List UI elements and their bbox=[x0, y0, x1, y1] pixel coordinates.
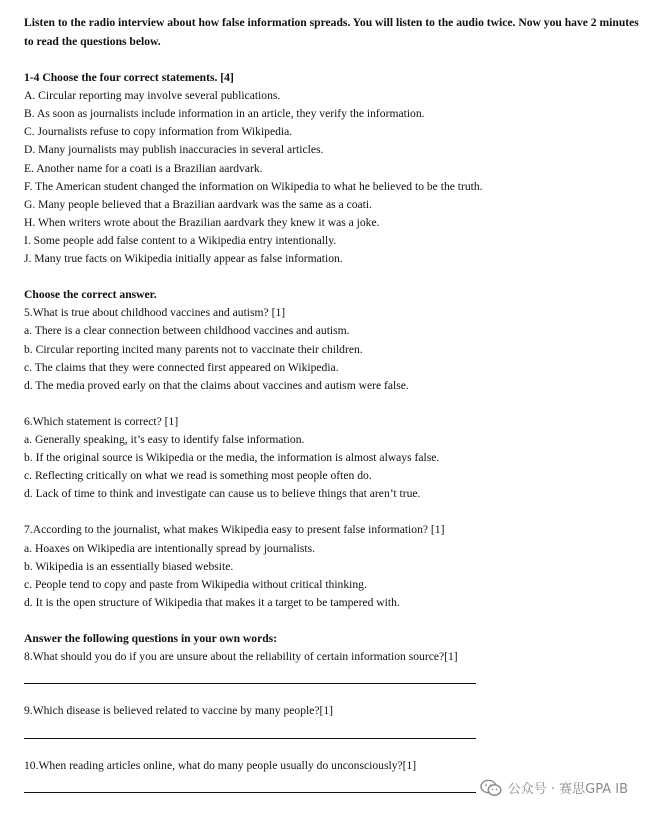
q6-option-b: b. If the original source is Wikipedia or the media, the information is almost always false. bbox=[24, 451, 440, 465]
q9-answer-line[interactable] bbox=[24, 720, 476, 738]
q8-answer-line[interactable] bbox=[24, 666, 476, 684]
q7-option-c: c. People tend to copy and paste from Wikipedia without critical thinking. bbox=[24, 577, 367, 591]
statement-g: G. Many people believed that a Brazilian aardvark was the same as a coati. bbox=[24, 197, 372, 211]
q8-question: 8.What should you do if you are unsure about the reliability of certain information source?[1] bbox=[24, 650, 458, 664]
statement-e: E. Another name for a coati is a Brazilian aardvark. bbox=[24, 161, 263, 175]
q10-answer-line[interactable] bbox=[24, 775, 476, 793]
statement-a: A. Circular reporting may involve several publications. bbox=[24, 89, 281, 103]
q5-option-c: c. The claims that they were connected first appeared on Wikipedia. bbox=[24, 360, 339, 374]
statement-c: C. Journalists refuse to copy information from Wikipedia. bbox=[24, 125, 293, 139]
section1-heading: 1-4 Choose the four correct statements. [4] bbox=[24, 71, 234, 85]
watermark bbox=[477, 777, 631, 798]
section3-heading: Answer the following questions in your own words: bbox=[24, 632, 278, 645]
statement-h: H. When writers wrote about the Brazilian aardvark they knew it was a joke. bbox=[24, 215, 380, 229]
statement-d: D. Many journalists may publish inaccuracies in several articles. bbox=[24, 143, 324, 157]
q5-option-d: d. The media proved early on that the claims about vaccines and autism were false. bbox=[24, 378, 409, 392]
section2-heading: Choose the correct answer. bbox=[24, 288, 157, 302]
q5-question: 5.What is true about childhood vaccines and autism? [1] bbox=[24, 306, 286, 320]
q5-option-a: a. There is a clear connection between childhood vaccines and autism. bbox=[24, 324, 350, 338]
statement-i: I. Some people add false content to a Wikipedia entry intentionally. bbox=[24, 233, 337, 247]
q6-question: 6.Which statement is correct? [1] bbox=[24, 414, 179, 428]
watermark-text: 公众号 · 赛思GPA IB bbox=[507, 782, 628, 797]
wechat-icon bbox=[480, 779, 502, 797]
instructions: Listen to the radio interview about how false information spreads. You will listen to the audio twice. Now you have 2 minutes to read the questions below. bbox=[24, 16, 639, 48]
worksheet-page bbox=[24, 14, 640, 793]
statement-j: J. Many true facts on Wikipedia initially appear as false information. bbox=[24, 252, 343, 266]
q9-question: 9.Which disease is believed related to vaccine by many people?[1] bbox=[24, 704, 334, 718]
q7-option-a: a. Hoaxes on Wikipedia are intentionally spread by journalists. bbox=[24, 541, 316, 555]
statement-b: B. As soon as journalists include information in an article, they verify the information. bbox=[24, 107, 425, 121]
q7-question: 7.According to the journalist, what makes Wikipedia easy to present false information? [1] bbox=[24, 523, 445, 537]
q6-option-d: d. Lack of time to think and investigate can cause us to believe things that aren’t true. bbox=[24, 487, 421, 501]
q6-option-c: c. Reflecting critically on what we read is something most people often do. bbox=[24, 469, 372, 483]
q5-option-b: b. Circular reporting incited many parents not to vaccinate their children. bbox=[24, 342, 363, 356]
q6-option-a: a. Generally speaking, it’s easy to identify false information. bbox=[24, 432, 305, 446]
q7-option-b: b. Wikipedia is an essentially biased website. bbox=[24, 559, 234, 573]
q10-question: 10.When reading articles online, what do many people usually do unconsciously?[1] bbox=[24, 758, 417, 772]
statement-f: F. The American student changed the information on Wikipedia to what he believed to be the truth. bbox=[24, 179, 483, 193]
q7-option-d: d. It is the open structure of Wikipedia that makes it a target to be tampered with. bbox=[24, 595, 400, 609]
